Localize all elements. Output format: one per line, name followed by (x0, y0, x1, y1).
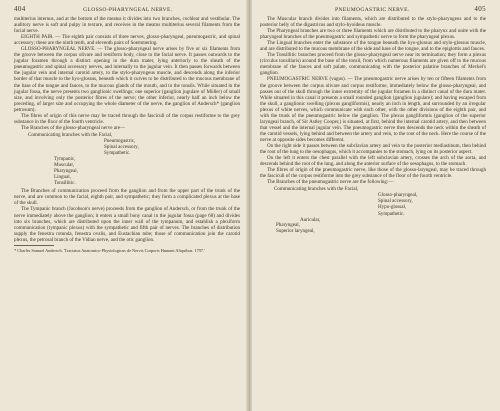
left-paragraph-7: The Tympanic branch (Jacobson's nerve) proceeds from the ganglion of Andersch, or from the trunk of the nerve immediately above the ganglion; it enters a small bony canal in the jugular fossa (page 68) and divides into six branches, which are distributed upon the inner wall of the tympanum, and establish a plexiform communication (tympanic plexus) with the sympathetic and fifth pair of nerves. The branches of distribution supply the fenestra rotunda, fenestra ovalis, and Eustachian tube; those of communication join the carotid plexus, the petrosal branch of the Vidian nerve, and the otic ganglion. (14, 206, 240, 243)
right-branch-list (260, 186, 486, 233)
right-paragraph-4: The Tonsillitic branches proceed from the glosso-pharyngeal nerve near its termination; they form a plexus (circulus tonsillaris) around the base of the tonsil, from which numerous filaments are given off to the mucous membrane of the fauces and soft palate, communicating with the posterior palatine branches of Meckel's ganglion. (260, 52, 486, 77)
list-item-right (104, 180, 240, 186)
list-item-right: Pneumogastric, (104, 137, 136, 144)
right-page (252, 0, 500, 411)
list-item-left: Pharyngeal, (54, 168, 78, 175)
right-paragraph-7: On the left it enters the chest parallel with the left subclavian artery, crosses the arch of the aorta, and descends behind the root of the lung, and along the anterior surface of the oesophagus, to the stomach. (260, 155, 486, 168)
left-page (0, 0, 248, 411)
left-footnote: * Charles Samuel Andersch. 'Tractatus Anatomico-Physiologicus de Nervis Corporis Humani Aliquibus. 1797.' (14, 248, 205, 254)
list-item-left: Tonsillitic. (54, 180, 76, 187)
list-item-left: Superior laryngeal, (276, 227, 315, 234)
right-page-number: 405 (474, 5, 486, 13)
list-item (14, 180, 240, 186)
left-branch-intro: Communicating branches with the Facial, (28, 131, 113, 138)
list-item-left: Lingual, (54, 174, 71, 181)
list-item-left: Muscular, (54, 162, 75, 169)
right-running-title: PNEUMOGASTRIC NERVE. (334, 7, 410, 13)
list-item-right: Spinal accessory, (378, 198, 413, 205)
left-paragraph-6: The Branches of communication proceed from the ganglion and from the upper part of the trunk of the nerve, and are common to the facial, eighth pair, and sympathetic; they form a complicated plexus at the base of the skull. (14, 188, 240, 207)
right-paragraph-1: The Muscular branch divides into filaments, which are distributed to the stylo-pharyngeus and to the posterior belly of the digastricus and stylo-hyoideus muscle. (260, 16, 486, 29)
right-paragraph-3: The Lingual branches enter the substance of the tongue beneath the hyo-glossus and stylo-glossus muscle, and are distributed to the mucous membrane of the side and base of the tongue, and to the epiglottis and fauces. (260, 40, 486, 53)
right-paragraph-8: The fibres of origin of the pneumogastric nerve, like those of the glosso-laryngeal, may be traced through the fasciculi of the corpus restiforme into the grey substance of the floor of the fourth ventricle. (260, 167, 486, 180)
right-paragraph-2: The Pharyngeal branches are two or three filaments which are distributed to the pharynx and unite with the pharyngeal branches of the pneumogastric and sympathetic nerve to form the pharyngeal plexus. (260, 28, 486, 41)
left-paragraph-3: GLOSSO-PHARYNGEAL NERVE. — The glosso-pharyngeal nerve arises by five or six filaments from the groove between the corpus olivare and restiform body, close to the facial nerve. It passes outwards to the jugular foramen through a distinct opening in the dura mater, lying anteriorly to the sheath of the pneumogastric and spinal accessory nerves, and internally to the jugular vein. It then passes forwards between the jugular vein and internal carotid artery, to the stylo-pharyngeus muscle, and descends along the inferior border of that muscle to the hyo-glossus, beneath which it curves to be distributed to the mucous membrane of the base of the tongue and fauces, to the mucous glands of the mouth, and to the tonsils. While situated in the jugular fossa, the nerve presents two ganglionic swellings; one superior (ganglion jugulare of Müller) of small size, and involving only the posterior fibres of the nerve; the other inferior, nearly half an inch below the preceding, of larger size and occupying the whole diameter of the nerve, the ganglion of Andersch* (ganglion petrosum). (14, 46, 240, 113)
list-item-right (378, 228, 486, 234)
footnote-rule (14, 245, 54, 246)
left-branch-list (14, 132, 240, 186)
left-running-head (14, 5, 240, 14)
list-item-left: Pharyngeal, (276, 221, 300, 228)
list-item-right: Glosso-pharyngeal, (378, 192, 418, 199)
list-item (260, 228, 486, 234)
list-item-right: Hypo-glossal, (378, 204, 407, 211)
list-item-right: Spinal accessory, (104, 143, 139, 150)
right-paragraph-9: The Branches of the pneumogastric nerve are the following:— (267, 179, 394, 186)
left-paragraph-5: The Branches of the glosso-pharyngeal nerve are— (21, 124, 125, 131)
list-item-left: Auricular, (300, 216, 321, 223)
left-paragraph-1: multiterius internus, and at the bottom of the meatus it divides into two branches, cochlear and vestibular. The auditory nerve is soft and pulpy in texture, and receives in the meatus multiterius several filaments from the facial nerve. (14, 16, 240, 35)
list-item-right: Sympathetic. (104, 150, 131, 157)
left-running-title: GLOSSO-PHARYNGEAL NERVE. (83, 7, 173, 13)
left-paragraph-2: EIGHTH PAIR. — The eighth pair consists of three nerves, glosso-pharyngeal, pneumogastric, and spinal accessory; these are the ninth tenth, and eleventh pairs of Soemmering. (14, 34, 240, 47)
right-paragraph-5: PNEUMOGASTRIC NERVE (vagus). — The pneumogastric nerve arises by ten or fifteen filaments from the groove between the corpus olivare and corpus restiforme, immediately below the glosso-pharyngeal, and passes out of the skull through the inner extremity of the jugular foramen in a distinct canal of the dura mater. While situated in this canal it presents a small rounded ganglion (ganglion jugulare); and having escaped from the skull, a ganglionic swelling (plexus gangliformis), nearly an inch in length, and surrounded by an irregular plexus of white nerves, which communicate with each other, with the other divisions of the eighth pair, and with the trunk of the pneumogastric below the ganglion. The plexus gangliformis (ganglion of the superior laryngeal branch, of Sir Astley Cooper,) is situated, at first, behind the internal carotid artery, and then between that vessel and the internal jugular vein. The pneumogastric nerve then descends the neck within the sheath of the carotid vessels, lying behind and between the artery and vein, to the root of the neck. Here the course of the nerve at opposite sides becomes different. (260, 76, 486, 143)
right-paragraph-6: On the right side it passes between the subclavian artery and vein to the posterior mediastinum, then behind the root of the lung to the oesophagus, which it accompanies to the stomach, lying on its posterior aspect. (260, 142, 486, 156)
list-item-right: Sympathetic. (378, 210, 405, 217)
list-item-left: Tympanic, (54, 156, 76, 163)
left-page-number: 404 (14, 5, 26, 13)
right-branch-intro: Communicating branches with the Facial, (274, 186, 359, 193)
right-running-head (260, 5, 486, 14)
left-paragraph-4: The fibres of origin of this nerve may be traced through the fasciculi of the corpus restiforme to the grey substance in the floor of the fourth ventricle. (14, 112, 240, 125)
